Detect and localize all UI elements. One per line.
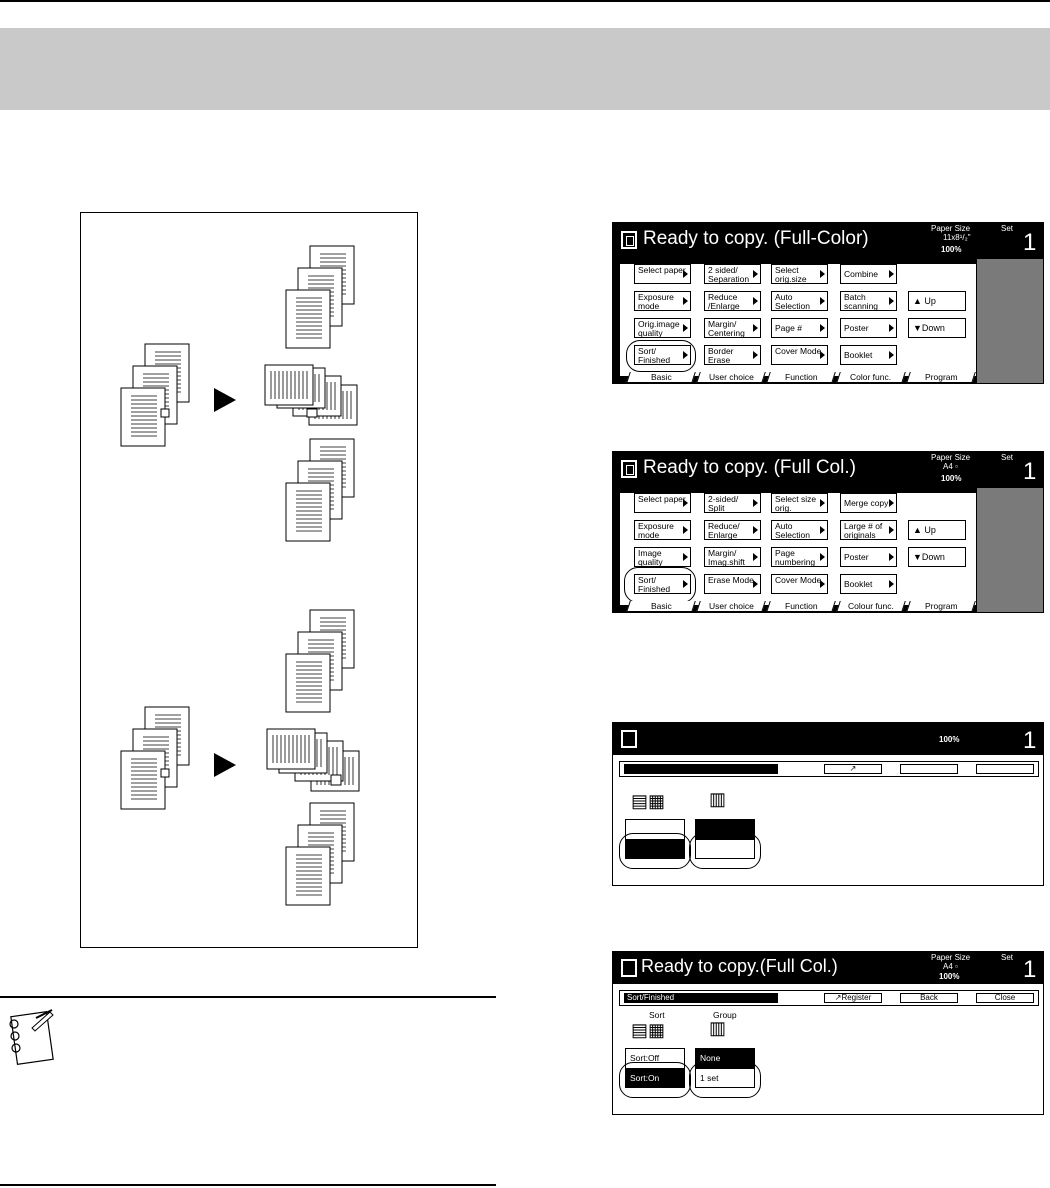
two-sided-split-button[interactable]: 2-sided/ Split	[704, 493, 761, 513]
up-button[interactable]	[908, 291, 966, 311]
notepad-icon	[6, 1008, 58, 1075]
two-sided-button[interactable]: 2 sided/ Separation	[704, 264, 761, 284]
section-label: Sort/Finished	[624, 993, 778, 1003]
set-label: Set	[1001, 453, 1014, 462]
auto-selection-button[interactable]: Auto Selection	[771, 291, 828, 311]
register-label: Register	[841, 993, 872, 1002]
group-caption: Group	[713, 1010, 737, 1020]
tab-program[interactable]: Program	[906, 601, 976, 612]
copy-count: 1	[1023, 229, 1037, 256]
tab-function[interactable]: Function	[766, 601, 836, 612]
status-header	[613, 723, 1043, 755]
sort-caption: Sort	[649, 1010, 665, 1020]
down-label: Down	[921, 552, 945, 562]
large-originals-button[interactable]: Large # of originals	[840, 520, 897, 540]
exposure-mode-button[interactable]: Exposure mode	[634, 520, 691, 540]
poster-button[interactable]: Poster	[840, 547, 897, 567]
function-panel	[619, 492, 977, 611]
cover-mode-button[interactable]: Cover Mode	[771, 574, 828, 594]
poster-button[interactable]: Poster	[840, 318, 897, 338]
up-button[interactable]	[908, 520, 966, 540]
margin-shift-button[interactable]: Margin/ Imag.shift	[704, 547, 761, 567]
tab-basic[interactable]: Basic	[626, 372, 696, 383]
function-panel	[619, 263, 977, 382]
select-paper-button[interactable]: Select paper	[634, 493, 691, 513]
up-arrow-icon: ▲	[913, 525, 925, 535]
sort-group-illustration	[80, 212, 418, 948]
down-label: Down	[921, 323, 945, 333]
note-bottom-rule	[0, 1184, 496, 1186]
group-icon: ▥	[709, 789, 727, 809]
copier-screen-1	[612, 222, 1044, 384]
sort-icon: ▤▦	[631, 791, 666, 811]
reduce-enlarge-button[interactable]: Reduce/ Enlarge	[704, 520, 761, 540]
status-title: Ready to copy.(Full Col.)	[641, 956, 838, 976]
copy-icon	[621, 460, 637, 478]
section-label	[624, 764, 778, 774]
margin-button[interactable]: Margin/ Centering	[704, 318, 761, 338]
note-top-rule	[0, 996, 496, 998]
copy-icon	[621, 730, 637, 748]
highlight-circle	[689, 833, 761, 869]
reduce-enlarge-button[interactable]: Reduce /Enlarge	[704, 291, 761, 311]
down-arrow-icon: ▼	[913, 323, 922, 333]
combine-button[interactable]: Combine	[840, 264, 897, 284]
register-icon: ↗	[834, 993, 842, 1002]
status-header	[613, 452, 1043, 488]
register-button[interactable]: ↗	[824, 764, 882, 774]
paper-size-label: Paper Size	[931, 453, 971, 462]
group-1set-option[interactable]: 1 set	[695, 1068, 755, 1088]
sort-finished-button[interactable]: Sort/ Finished	[634, 345, 691, 365]
highlight-circle	[626, 340, 696, 372]
tab-colour-func[interactable]: Colour func.	[836, 601, 906, 612]
group-icon: ▥	[709, 1018, 727, 1038]
page-number-button[interactable]: Page #	[771, 318, 828, 338]
tab-user-choice[interactable]: User choice	[696, 372, 766, 383]
down-button[interactable]	[908, 318, 966, 338]
sort-icon: ▤▦	[631, 1020, 666, 1040]
highlight-circle	[624, 567, 696, 603]
exposure-mode-button[interactable]: Exposure mode	[634, 291, 691, 311]
highlight-circle	[619, 833, 691, 869]
copy-count: 1	[1023, 727, 1037, 754]
auto-selection-button[interactable]: Auto Selection	[771, 520, 828, 540]
section-banner	[0, 28, 1050, 110]
function-bar	[619, 990, 1039, 1006]
document-stacks-icon	[81, 213, 419, 949]
zoom-value: 100%	[941, 245, 962, 254]
group-none-option[interactable]: None	[695, 1048, 755, 1068]
erase-mode-button[interactable]: Erase Mode	[704, 574, 761, 594]
booklet-button[interactable]: Booklet	[840, 574, 897, 594]
tab-program[interactable]: Program	[906, 372, 976, 383]
paper-size-value: A4 ▫	[943, 462, 958, 471]
set-label: Set	[1001, 953, 1014, 962]
sort-finished-button[interactable]: Sort/ Finished	[634, 574, 691, 594]
copier-screen-2	[612, 451, 1044, 613]
copier-screen-3	[612, 722, 1044, 886]
back-button[interactable]	[900, 764, 958, 774]
status-header	[613, 952, 1043, 984]
down-arrow-icon: ▼	[913, 552, 922, 562]
paper-size-value: A4 ▫	[943, 962, 958, 971]
tab-user-choice[interactable]: User choice	[696, 601, 766, 612]
page-numbering-button[interactable]: Page numbering	[771, 547, 828, 567]
register-button[interactable]	[824, 993, 882, 1003]
highlight-circle	[619, 1062, 691, 1098]
side-panel	[977, 259, 1043, 383]
back-button[interactable]: Back	[900, 993, 958, 1003]
zoom-value: 100%	[939, 735, 960, 744]
top-rule	[0, 0, 1050, 2]
copy-count: 1	[1023, 458, 1037, 485]
paper-size-label: Paper Size	[931, 224, 971, 233]
merge-copy-button[interactable]: Merge copy	[840, 493, 897, 513]
zoom-value: 100%	[941, 474, 962, 483]
paper-size-value: 11x8¹/₂"	[943, 233, 971, 242]
image-quality-button[interactable]: Image quality	[634, 547, 691, 567]
cover-mode-button[interactable]: Cover Mode	[771, 345, 828, 365]
paper-size-label: Paper Size	[931, 953, 971, 962]
copy-icon	[621, 959, 637, 977]
select-paper-button[interactable]: Select paper	[634, 264, 691, 284]
image-quality-button[interactable]: Orig.image quality	[634, 318, 691, 338]
status-title: Ready to copy. (Full Col.)	[643, 457, 856, 478]
border-erase-button[interactable]: Border Erase	[704, 345, 761, 365]
close-button[interactable]: Close	[976, 993, 1034, 1003]
zoom-value: 100%	[939, 972, 960, 981]
select-size-orig-button[interactable]: Select size orig.	[771, 493, 828, 513]
close-button[interactable]	[976, 764, 1034, 774]
status-header	[613, 223, 1043, 259]
select-orig-size-button[interactable]: Select orig.size	[771, 264, 828, 284]
tab-color-func[interactable]: Color func.	[836, 372, 906, 383]
sort-on-option[interactable]: Sort:On	[625, 1068, 685, 1088]
booklet-button[interactable]: Booklet	[840, 345, 897, 365]
up-label: Up	[924, 296, 936, 306]
tab-function[interactable]: Function	[766, 372, 836, 383]
sort-off-option[interactable]: Sort:Off	[625, 1048, 685, 1068]
set-label: Set	[1001, 224, 1014, 233]
batch-scanning-button[interactable]: Batch scanning	[840, 291, 897, 311]
copy-count: 1	[1023, 956, 1037, 983]
highlight-circle	[689, 1062, 761, 1098]
copier-screen-4	[612, 951, 1044, 1115]
up-label: Up	[924, 525, 936, 535]
side-panel	[977, 488, 1043, 612]
function-bar	[619, 761, 1039, 777]
tab-basic[interactable]: Basic	[626, 601, 696, 612]
copy-icon	[621, 231, 637, 249]
down-button[interactable]	[908, 547, 966, 567]
up-arrow-icon: ▲	[913, 296, 925, 306]
status-title: Ready to copy. (Full-Color)	[643, 228, 869, 249]
